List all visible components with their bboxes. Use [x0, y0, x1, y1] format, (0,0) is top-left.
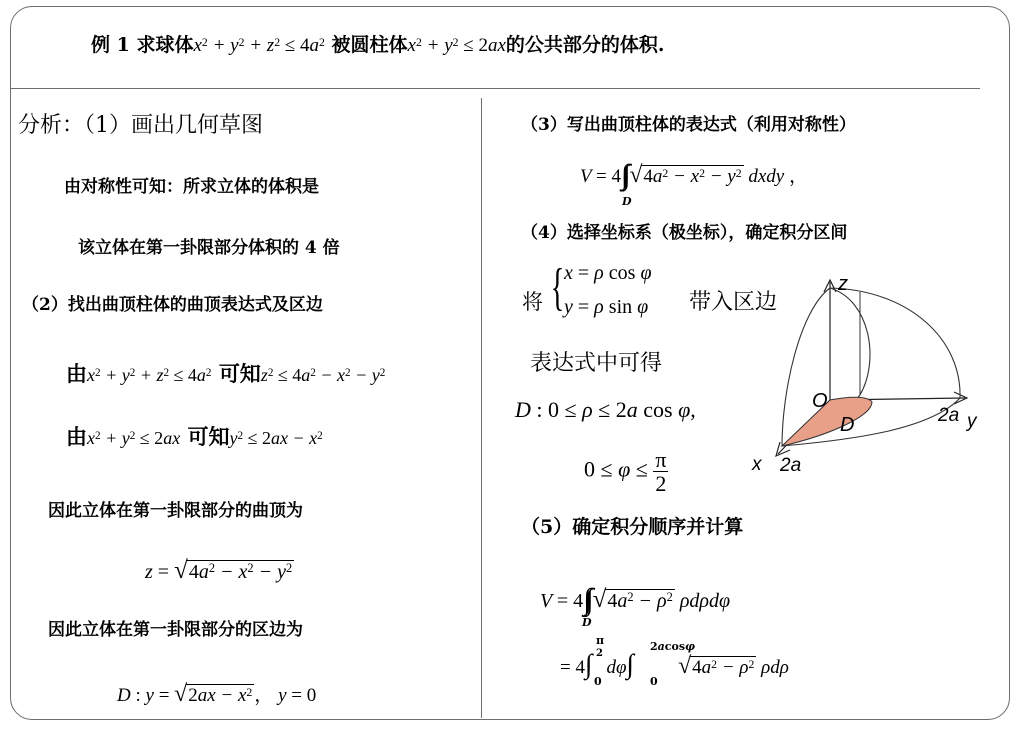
outer-upper-limit: π [596, 634, 605, 647]
polar-y: y = ρ sin φ [564, 296, 649, 318]
geometry-sketch [752, 270, 980, 490]
label-z: z [838, 273, 848, 295]
polar-volume-domain-sub: D [582, 616, 592, 629]
outer-lower-limit: 0 [594, 675, 602, 688]
rho-range: D : 0 ≤ ρ ≤ 2a cos φ, [515, 397, 696, 422]
top-surface-formula: $z = √4a^2 - x^2 - y^2$ [145, 557, 293, 584]
step5-title: （5）确定积分顺序并计算 [521, 516, 744, 538]
substitute-label: 将 [522, 290, 543, 314]
inner-upper-limit: 2acosφ [650, 640, 695, 653]
from-label-2: 由 [66, 424, 87, 449]
iterated-integral: = 4∫ dφ∫ $√4a^2 - \rho^2$ ρdρ [560, 648, 789, 679]
region-formula: D : $y = √2ax - x^2$ ， y = 0 [117, 681, 317, 707]
bring-in-label: 带入区边 [689, 290, 778, 315]
step3-title: （3）写出曲顶柱体的表达式（利用对称性） [521, 115, 856, 135]
derivation-line-2: 由$x^2 + y^2 \le 2ax$ 可知$y^2 \le 2ax - x^2$ [66, 424, 323, 449]
polar-volume: V = 4∫∫ $√4a^2 - \rho^2$ ρdρdφ [540, 583, 731, 616]
know-label-1: 可知 [218, 361, 261, 386]
cylinder-inequality: $x^2 + y^2 \le 2ax$ [407, 35, 506, 56]
volume-domain-sub: D [622, 195, 632, 208]
label-o: O [812, 390, 828, 412]
volume-expression: V = 4∫∫ $√4a^2 - x^2 - y^2$ dxdy ， [580, 160, 808, 191]
step4-title: （4）选择坐标系（极坐标），确定积分区间 [521, 223, 848, 243]
label-2a-x: 2a [780, 455, 802, 476]
header-divider [10, 88, 980, 89]
step1-title: （1）画出几何草图 [84, 113, 264, 138]
step2-title: （2）找出曲顶柱体的曲顶表达式及区边 [22, 295, 323, 315]
label-d: D [840, 414, 855, 436]
derivation-line-1: 由$x^2 + y^2 + z^2 \le 4a^2$ 可知$z^2 \le 4a^2 - x^2 - y^2$ [66, 361, 386, 386]
symmetry-line-1: 由对称性可知：所求立体的体积是 [64, 177, 319, 197]
ball-inequality: $x^2 + y^2 + z^2 \le 4a^2$ [193, 35, 325, 56]
column-divider [481, 98, 482, 718]
phi-range: 0 ≤ φ ≤ $\frac{\pi}{2}$ [584, 447, 667, 497]
region-intro: 因此立体在第一卦限部分的区边为 [48, 620, 303, 640]
from-label-1: 由 [66, 361, 87, 386]
polar-x: x = ρ cos φ [564, 262, 652, 284]
inner-lower-limit: 0 [650, 675, 658, 688]
know-label-2: 可知 [187, 424, 230, 449]
label-y: y [967, 411, 977, 432]
analysis-heading [18, 108, 263, 139]
label-2a-y: 2a [938, 405, 960, 426]
problem-suffix: 的公共部分的体积. [505, 34, 665, 56]
top-surface-intro: 因此立体在第一卦限部分的曲顶为 [48, 501, 303, 521]
analysis-label: 分析： [18, 113, 85, 138]
outer-upper-limit-den: 2 [596, 648, 603, 659]
symmetry-line-2: 该立体在第一卦限部分体积的 4 倍 [78, 238, 340, 258]
label-x: x [752, 454, 762, 475]
problem-prefix: 求球体 [136, 34, 194, 56]
expression-get: 表达式中可得 [530, 351, 663, 376]
problem-statement [91, 30, 665, 57]
problem-middle: 被圆柱体 [331, 34, 408, 56]
example-label: 例 1 [91, 34, 130, 56]
system-brace: { [550, 259, 565, 316]
